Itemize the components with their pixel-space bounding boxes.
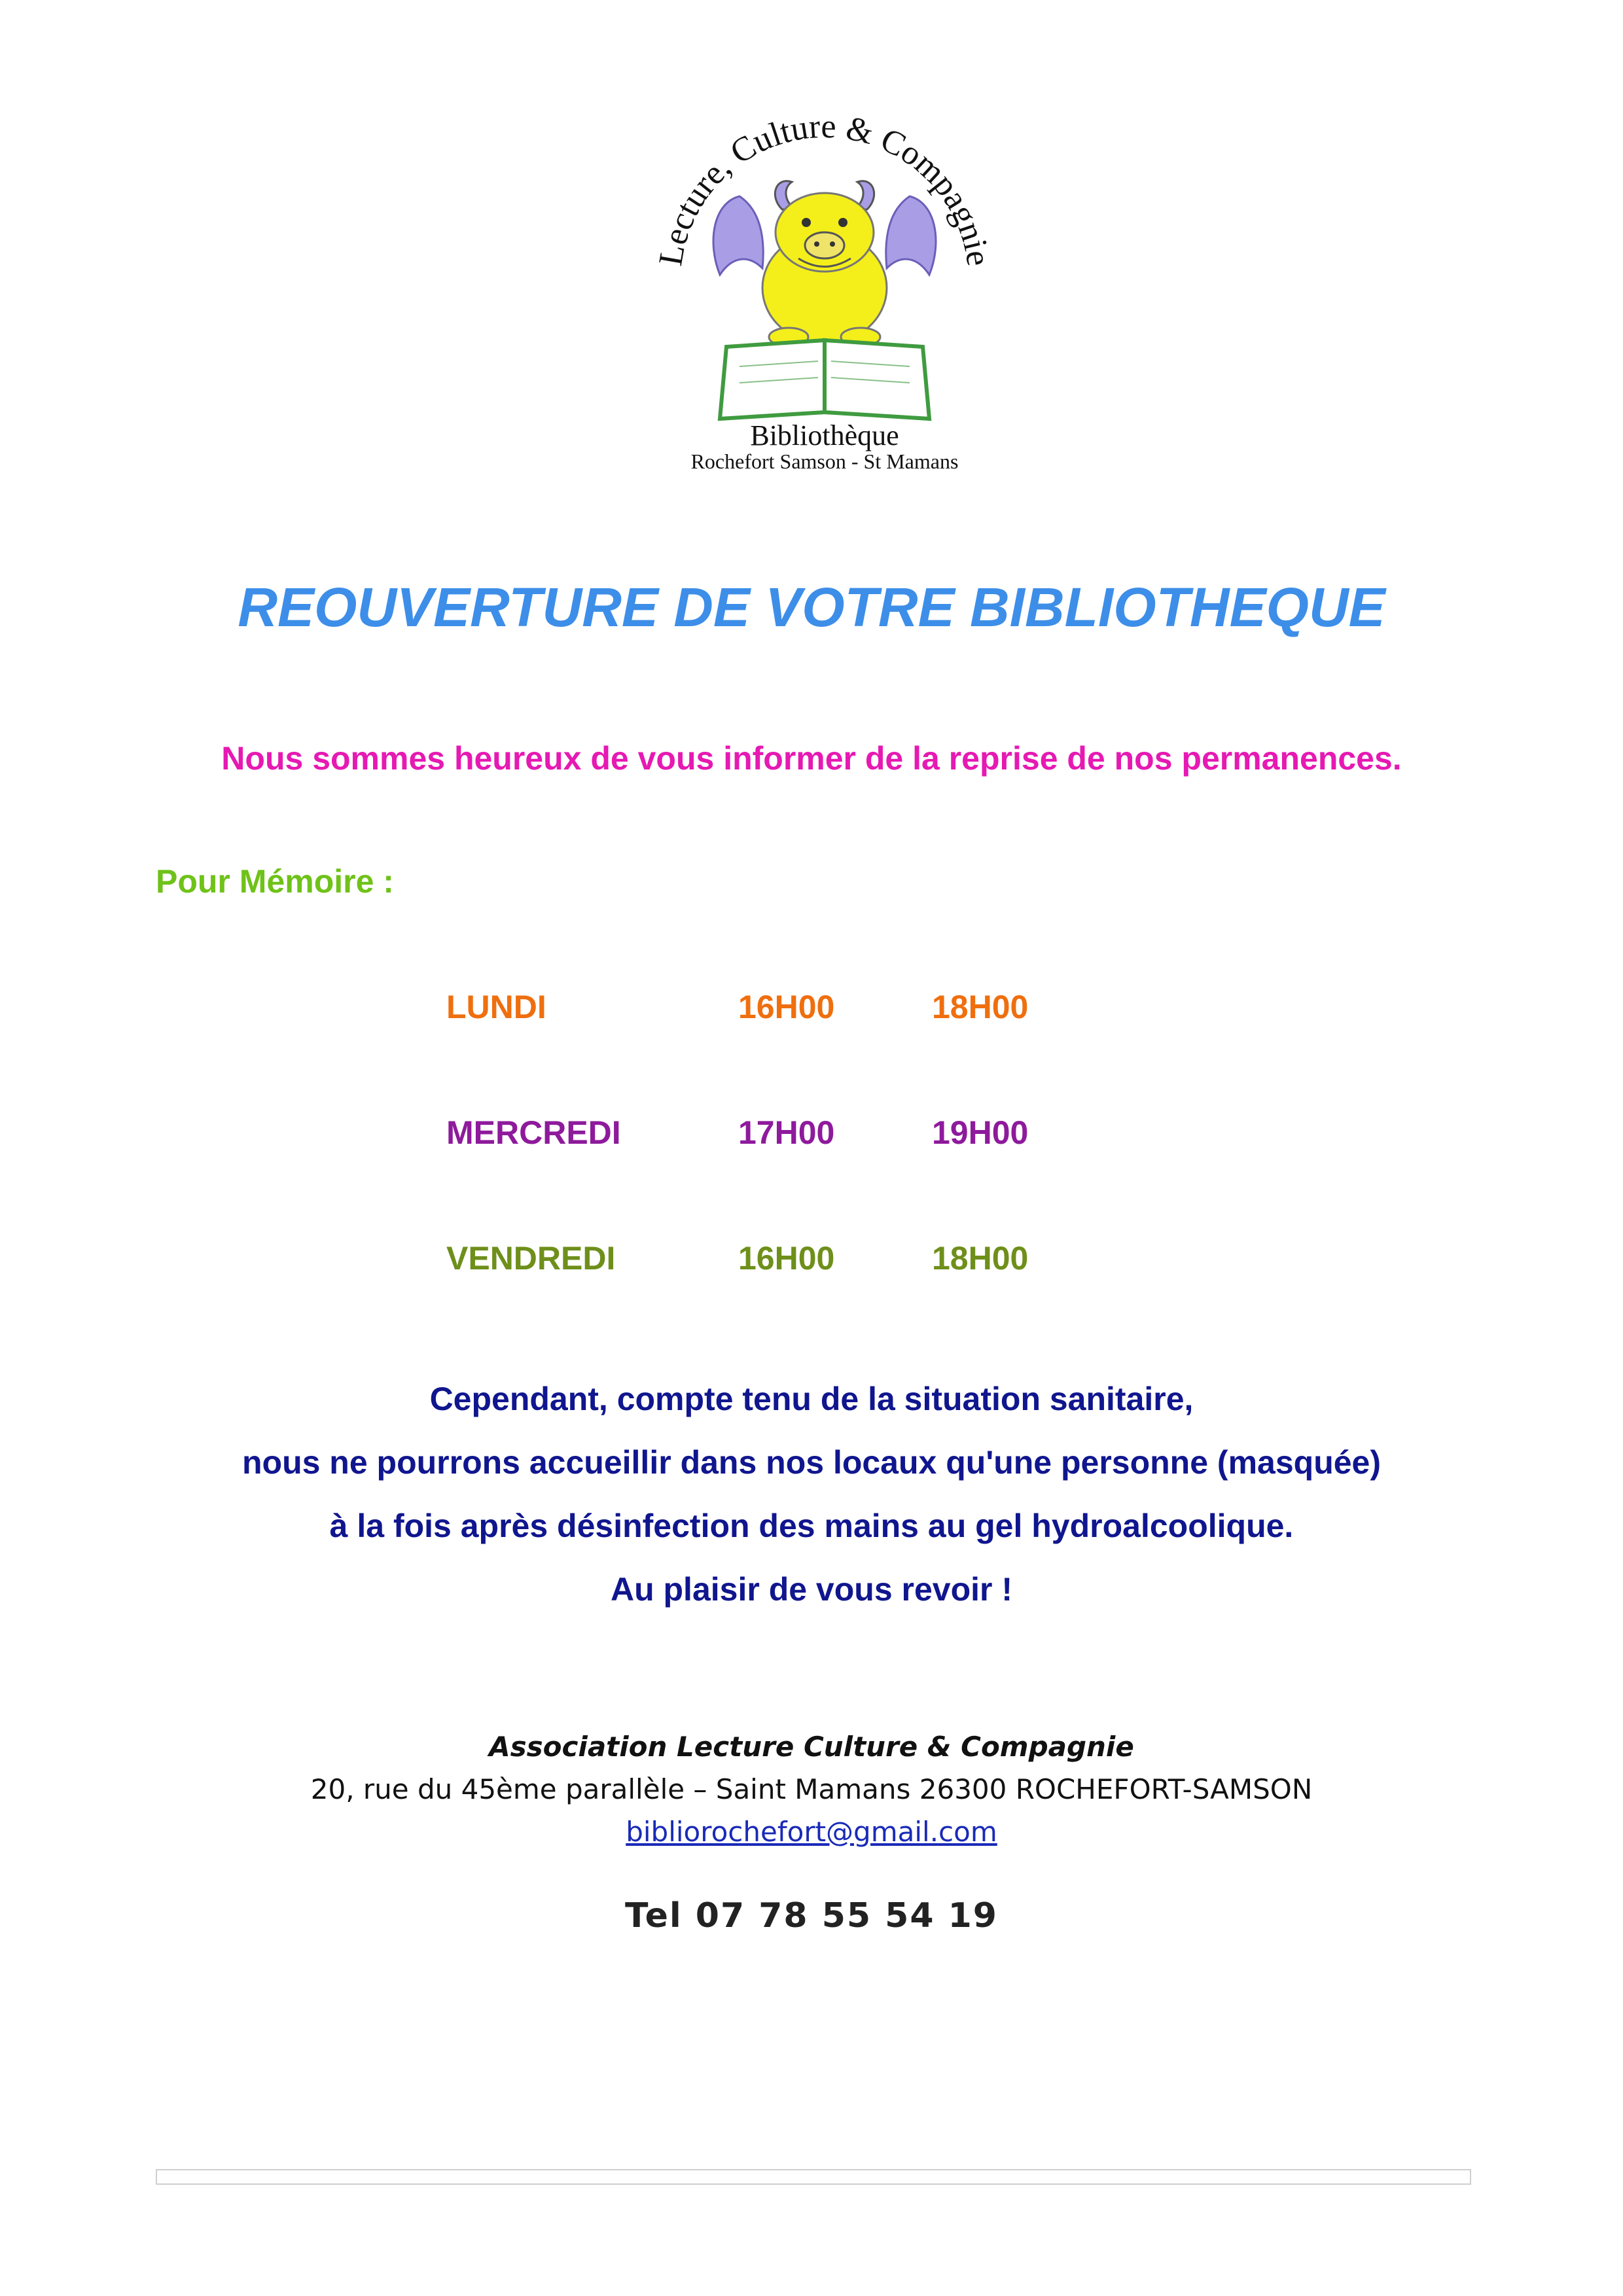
open-book-icon — [720, 340, 929, 419]
schedule-end: 19H00 — [932, 1114, 1029, 1151]
note-line: Au plaisir de vous revoir ! — [610, 1571, 1013, 1608]
email-link[interactable]: bibliorochefort@gmail.com — [626, 1816, 997, 1848]
page-title: REOUVERTURE DE VOTRE BIBLIOTHEQUE — [238, 576, 1385, 638]
schedule-start: 17H00 — [738, 1114, 835, 1151]
library-logo — [641, 105, 1008, 471]
note-line: Cependant, compte tenu de la situation sanitaire, — [429, 1381, 1194, 1417]
association-name: Association Lecture Culture & Compagnie — [489, 1731, 1134, 1763]
sanitary-note — [0, 1368, 1623, 1621]
note-line: à la fois après désinfection des mains au gel hydroalcoolique. — [329, 1508, 1294, 1544]
eye-icon — [838, 218, 847, 227]
schedule-end: 18H00 — [932, 989, 1029, 1025]
schedule-day: VENDREDI — [446, 1240, 616, 1277]
left-wing-icon — [713, 196, 763, 275]
schedule-day: MERCREDI — [446, 1114, 621, 1151]
intro-text: Nous sommes heureux de vous informer de la reprise de nos permanences. — [221, 740, 1402, 777]
logo-label: Bibliothèque — [750, 419, 899, 451]
schedule-row — [0, 1114, 1623, 1159]
snout-icon — [805, 232, 844, 258]
logo-arc-text: Lecture, Culture & Compagnie — [652, 107, 997, 269]
right-wing-icon — [886, 196, 936, 275]
schedule-start: 16H00 — [738, 1240, 835, 1277]
memo-label: Pour Mémoire : — [156, 863, 394, 900]
phone-number: Tel 07 78 55 54 19 — [625, 1896, 998, 1935]
email-container — [0, 1816, 1623, 1848]
schedule-day: LUNDI — [446, 989, 546, 1025]
schedule-row — [0, 1239, 1623, 1285]
note-line: nous ne pourrons accueillir dans nos locaux qu'une personne (masquée) — [241, 1444, 1381, 1481]
eye-icon — [802, 218, 811, 227]
address: 20, rue du 45ème parallèle – Saint Mamans 26300 ROCHEFORT-SAMSON — [310, 1773, 1313, 1805]
schedule-start: 16H00 — [738, 989, 835, 1025]
footer-frame — [156, 2169, 1471, 2185]
schedule-row — [0, 988, 1623, 1034]
schedule-end: 18H00 — [932, 1240, 1029, 1277]
logo-sublabel: Rochefort Samson - St Mamans — [690, 450, 959, 471]
